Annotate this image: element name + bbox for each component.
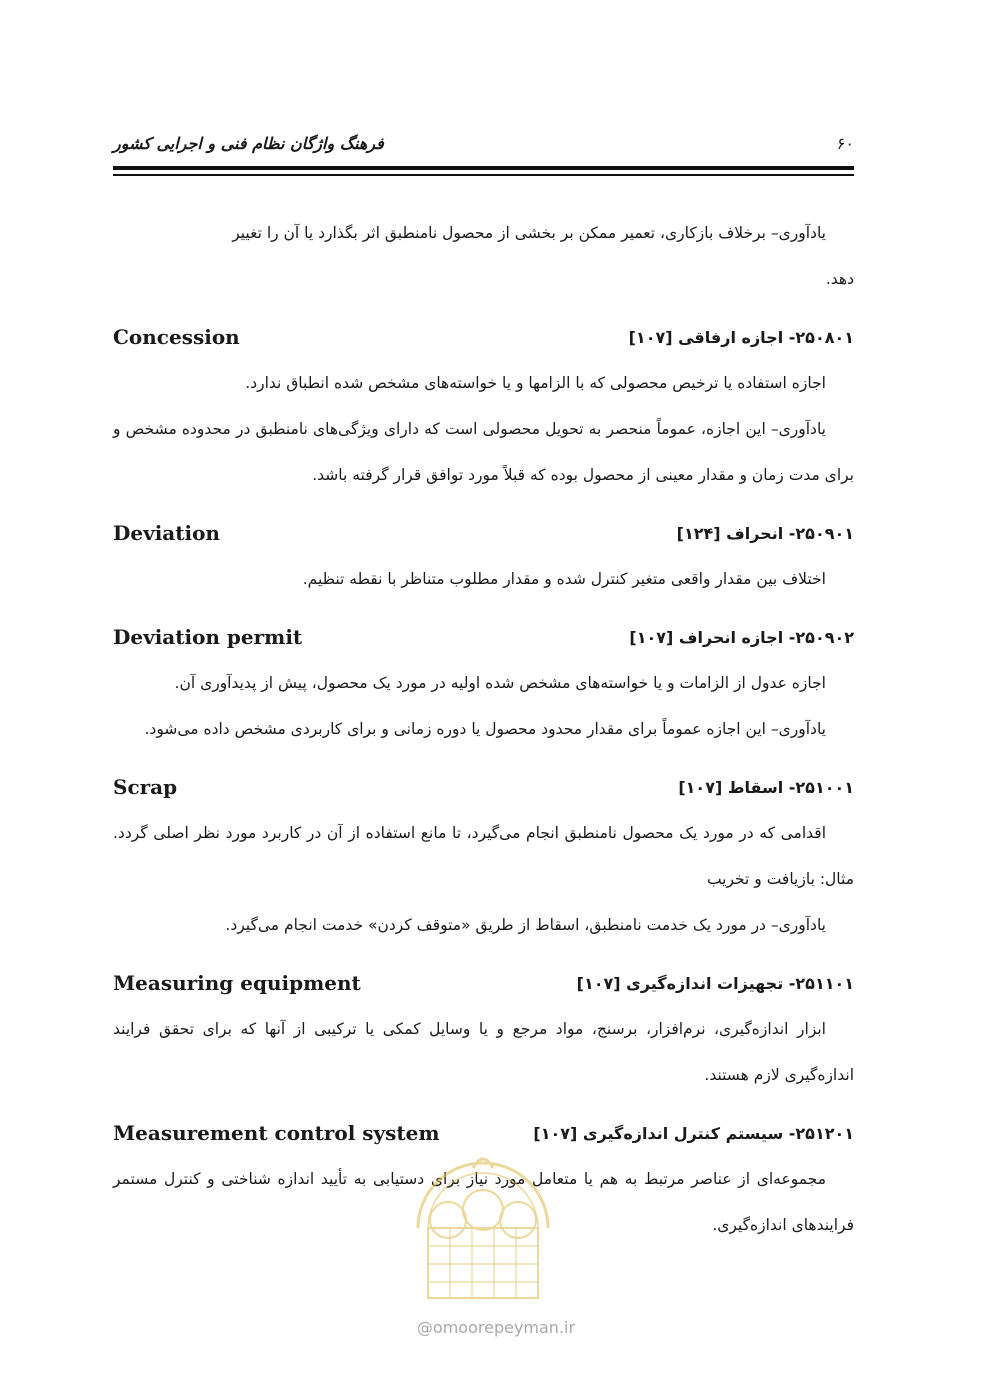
term-english: Concession bbox=[113, 325, 240, 349]
entry-definition: اقدامی که در مورد یک محصول نامنطبق انجام می‌گیرد، تا مانع استفاده از آن در کاربرد مورد نظر اصلی گردد. مثال: بازیافت و تخریب bbox=[113, 824, 854, 888]
term-persian: ۲۵۱۲۰۱- سیستم کنترل اندازه‌گیری [۱۰۷] bbox=[533, 1123, 854, 1143]
entry-definition: اجازه استفاده یا ترخیص محصولی که با الزامها و یا خواسته‌های مشخص شده انطباق ندارد. bbox=[245, 374, 826, 392]
term-english: Scrap bbox=[113, 775, 178, 799]
term-english: Measuring equipment bbox=[113, 971, 361, 995]
term-english: Deviation permit bbox=[113, 625, 303, 649]
term-english: Measurement control system bbox=[113, 1121, 440, 1145]
entry-heading-concession bbox=[113, 314, 854, 360]
entry-definition: ابزار اندازه‌گیری، نرم‌افزار، برسنج، مواد مرجع و یا وسایل کمکی یا ترکیبی از آنها که برای تحقق فرایند اندازه‌گیری لازم هستند. bbox=[113, 1020, 854, 1084]
entry-heading-scrap bbox=[113, 764, 854, 810]
term-persian: ۲۵۰۹۰۲- اجازه انحراف [۱۰۷] bbox=[629, 627, 854, 647]
entry-heading-measurement-control-system bbox=[113, 1110, 854, 1156]
header-rule-thin bbox=[113, 174, 854, 176]
entry-note: یادآوری– این اجازه عموماً برای مقدار محدود محصول یا دوره زمانی و برای کاربردی مشخص داده می‌شود. bbox=[144, 720, 826, 738]
intro-note: یادآوری– برخلاف بازکاری، تعمیر ممکن بر بخشی از محصول نامنطبق اثر بگذارد یا آن را تغییر دهد. bbox=[232, 224, 854, 288]
term-english: Deviation bbox=[113, 521, 220, 545]
term-persian: ۲۵۱۱۰۱- تجهیزات اندازه‌گیری [۱۰۷] bbox=[576, 973, 854, 993]
entry-note: یادآوری– این اجازه، عموماً منحصر به تحویل محصولی است که دارای ویژگی‌های نامنطبق در محدوده مشخص و برای مدت زمان و مقدار معینی از محصول بوده که قبلاً مورد توافق قرار گرفته باشد. bbox=[113, 420, 854, 484]
entry-heading-measuring-equipment bbox=[113, 960, 854, 1006]
term-persian: ۲۵۰۹۰۱- انحراف [۱۲۴] bbox=[676, 523, 854, 543]
entry-heading-deviation bbox=[113, 510, 854, 556]
term-persian: ۲۵۰۸۰۱- اجازه ارفاقی [۱۰۷] bbox=[628, 327, 854, 347]
page-number: ۶۰ bbox=[836, 133, 854, 153]
running-title: فرهنگ واژگان نظام فنی و اجرایی کشور bbox=[113, 133, 384, 153]
footer-site-watermark: @omoorepeyman.ir bbox=[416, 1318, 576, 1337]
header-rule-thick bbox=[113, 166, 854, 170]
entry-definition: اختلاف بین مقدار واقعی متغیر کنترل شده و مقدار مطلوب متناظر با نقطه تنظیم. bbox=[302, 570, 826, 588]
entry-note: یادآوری– در مورد یک خدمت نامنطبق، اسقاط از طریق «متوقف کردن» خدمت انجام می‌گیرد. bbox=[225, 916, 826, 934]
entry-heading-deviation-permit bbox=[113, 614, 854, 660]
page-header bbox=[113, 128, 854, 158]
term-persian: ۲۵۱۰۰۱- اسقاط [۱۰۷] bbox=[678, 777, 854, 797]
entry-definition: مجموعه‌ای از عناصر مرتبط به هم یا متعامل مورد نیاز برای دستیابی به تأیید اندازه شناختی و کنترل مستمر فرایندهای اندازه‌گیری. bbox=[113, 1170, 854, 1234]
entry-definition: اجازه عدول از الزامات و یا خواسته‌های مشخص شده اولیه در مورد یک محصول، پیش از پدیدآوری آن. bbox=[174, 674, 826, 692]
page-content bbox=[113, 210, 854, 1248]
